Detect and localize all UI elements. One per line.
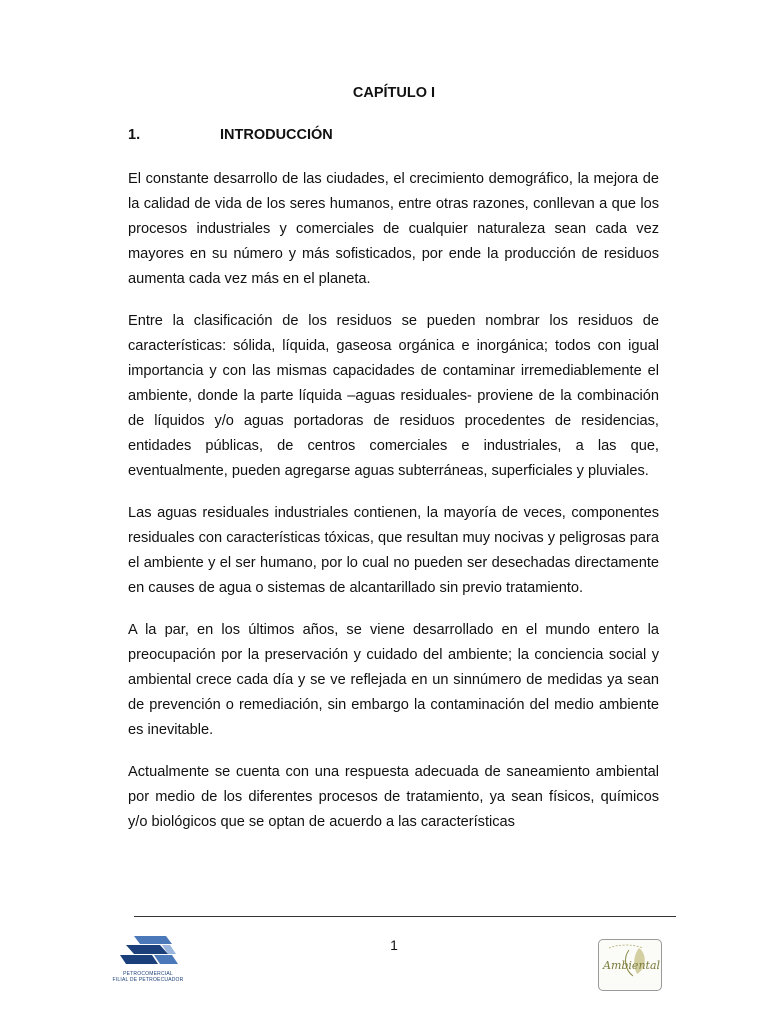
chapter-title: CAPÍTULO I — [352, 85, 436, 101]
section-number: 1. — [128, 127, 141, 143]
paragraph: El constante desarrollo de las ciudades, el crecimiento demográfico, la mejora de la calidad de vida de los seres humanos, entre otras razones, conllevan a que los procesos industriales y comerciales de cualquier naturaleza sean cada vez mayores en su número y más sofisticados, por ende la producción de residuos aumenta cada vez más en el planeta. — [128, 171, 659, 287]
page-number: 1 — [390, 937, 398, 953]
paragraph: A la par, en los últimos años, se viene desarrollado en el mundo entero la preocupación por la preservación y cuidado del ambiente; la conciencia social y ambiental crece cada día y se ve reflejada en un sinnúmero de medidas ya sean de prevención o remediación, sin embargo la contaminación del medio ambiente es inevitable. — [128, 622, 659, 738]
petrocomercial-logo — [112, 934, 184, 986]
ambiental-logo-text: Ambiental — [603, 959, 661, 972]
paragraph: Entre la clasificación de los residuos se pueden nombrar los residuos de características: sólida, líquida, gaseosa orgánica e inorgánica; todos con igual importancia y con las mismas capacidades de contaminar irremediablemente el ambiente, donde la parte líquida –aguas residuales- proviene de la combinación de líquidos y/o aguas portadoras de residuos procedentes de residencias, entidades públicas, de centros comerciales e industriales, a las que, eventualmente, pueden agregarse aguas subterráneas, superficiales y pluviales. — [128, 313, 659, 479]
ambiental-logo — [598, 939, 662, 991]
logo-caption: FILIAL DE PETROECUADOR — [112, 977, 184, 983]
section-heading — [128, 127, 333, 143]
footer-divider — [134, 916, 676, 917]
section-title: INTRODUCCIÓN — [220, 127, 333, 143]
paragraph: Actualmente se cuenta con una respuesta adecuada de saneamiento ambiental por medio de los diferentes procesos de tratamiento, ya sean físicos, químicos y/o biológicos que se optan de acuerdo a las características — [128, 764, 659, 830]
logo-caption: PETROCOMERCIAL — [123, 971, 173, 977]
petrocomercial-emblem-icon — [112, 934, 184, 970]
paragraph: Las aguas residuales industriales contienen, la mayoría de veces, componentes residuales con características tóxicas, que resultan muy nocivas y peligrosas para el ambiente y el ser humano, por lo cual no pueden ser desechadas directamente en causes de agua o sistemas de alcantarillado sin previo tratamiento. — [128, 505, 659, 596]
body-text — [128, 167, 659, 852]
